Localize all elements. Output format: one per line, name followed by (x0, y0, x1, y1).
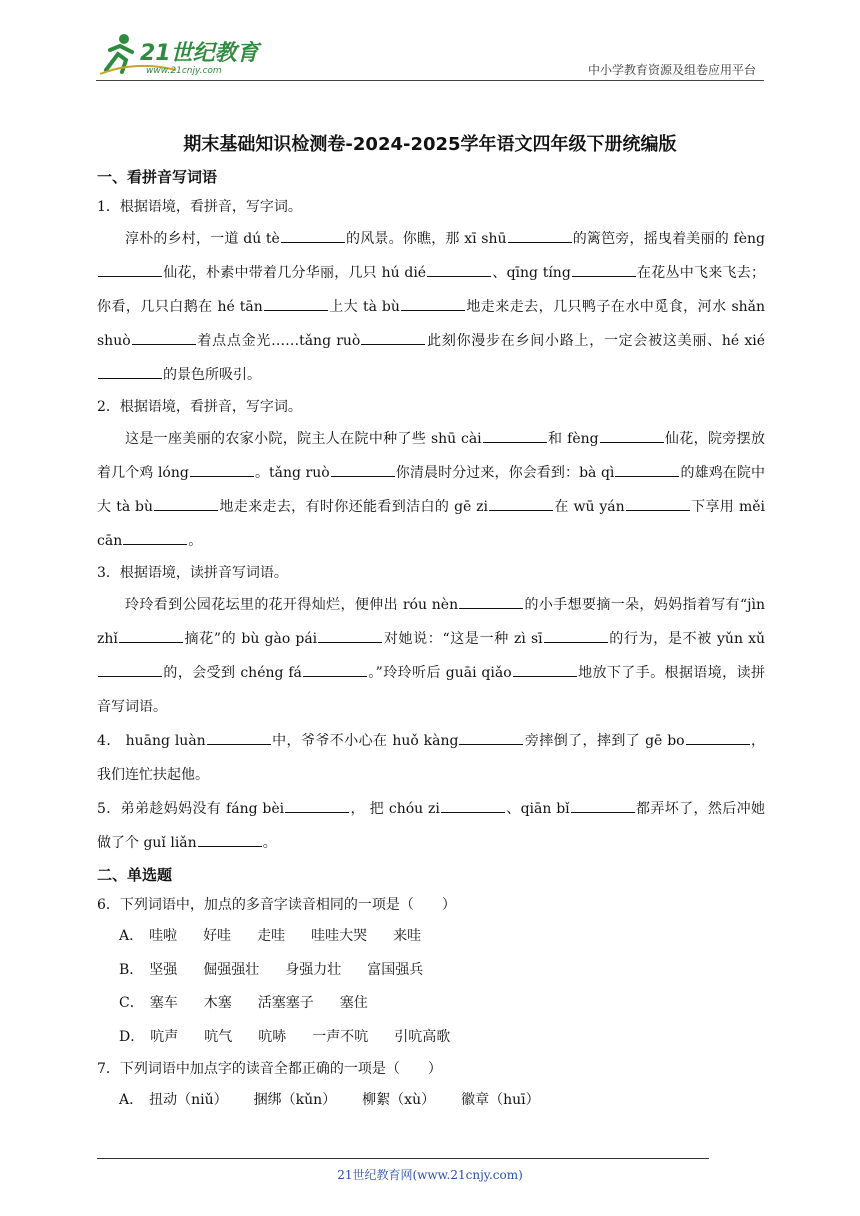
footer-link[interactable]: 21世纪教育网(www.21cnjy.com) (337, 1168, 523, 1182)
answer-blank[interactable] (264, 298, 328, 311)
footer-divider (97, 1158, 709, 1159)
answer-blank[interactable] (427, 264, 491, 277)
question-5: 5．弟弟趁妈妈没有 fáng bèi ， 把 chóu zi 、qiān bǐ 都弄坏了，然后冲她做了个 guǐ liǎn 。 (97, 801, 766, 851)
answer-blank[interactable] (489, 498, 553, 511)
question-6-stem: 6．下列词语中，加点的多音字读音相同的一项是（ ） (97, 897, 456, 913)
question-4: 4． huāng luàn 中，爷爷不小心在 huǒ kàng 旁摔倒了，摔到了 gē bo ，我们连忙扶起他。 (97, 733, 766, 783)
answer-blank[interactable] (513, 664, 577, 677)
question-2-stem: 2．根据语境，看拼音，写字词。 (97, 399, 302, 415)
answer-blank[interactable] (98, 264, 162, 277)
option-c[interactable]: C． 塞车 木塞 活塞塞子 塞住 (119, 995, 368, 1012)
answer-blank[interactable] (154, 498, 218, 511)
answer-blank[interactable] (459, 732, 523, 745)
answer-blank[interactable] (281, 230, 345, 243)
answer-blank[interactable] (119, 630, 183, 643)
section-heading-1: 一、看拼音写词语 (97, 168, 218, 186)
answer-blank[interactable] (508, 230, 572, 243)
logo-text: 21世纪教育 (140, 41, 259, 66)
page-header (96, 30, 764, 80)
question-1-passage: 淳朴的乡村，一道 dú tè 的风景。你瞧，那 xī shū 的篱笆旁，摇曳着美丽的 fèng仙花，朴素中带着几分华丽，几只 hú dié 、qīng tíng 在花丛中飞来飞去；你看，几只白鹅在 hé tān 上大 tà bù 地走来走去，几只鸭子在水中觅食，河水 shǎn shuò 着点点金光……tǎng ruò 此刻你漫步在乡间小路上，一定会被这美丽、hé xié的景色所吸引。 (97, 231, 766, 383)
option-b[interactable]: B． 坚强 倔强强壮 身强力壮 富国强兵 (119, 961, 424, 978)
answer-blank[interactable] (331, 464, 395, 477)
answer-blank[interactable] (686, 732, 750, 745)
answer-blank[interactable] (459, 596, 523, 609)
answer-blank[interactable] (318, 630, 382, 643)
answer-blank[interactable] (401, 298, 465, 311)
site-logo (96, 30, 266, 76)
answer-blank[interactable] (198, 834, 262, 847)
question-7-stem: 7．下列词语中加点字的读音全都正确的一项是（ ） (97, 1061, 442, 1078)
logo-url: www.21cnjy.com (146, 66, 222, 76)
answer-blank[interactable] (190, 464, 254, 477)
option-a[interactable]: A． 哇啦 好哇 走哇 哇哇大哭 来哇 (119, 928, 422, 944)
answer-blank[interactable] (483, 430, 547, 443)
answer-blank[interactable] (626, 498, 690, 511)
option-d[interactable]: D． 吭声 吭气 吭哧 一声不吭 引吭高歌 (119, 1028, 451, 1045)
question-1-stem: 1．根据语境，看拼音，写字词。 (97, 199, 302, 215)
answer-blank[interactable] (123, 532, 187, 545)
answer-blank[interactable] (441, 800, 505, 813)
section-heading-2: 二、单选题 (97, 866, 173, 884)
page-title: 期末基础知识检测卷-2024-2025学年语文四年级下册统编版 (183, 134, 677, 155)
answer-blank[interactable] (361, 332, 425, 345)
answer-blank[interactable] (98, 366, 162, 379)
question-2-passage: 这是一座美丽的农家小院，院主人在院中种了些 shū cài 和 fèng 仙花，院旁摆放着几个鸡 lóng 。tǎng ruò 你清晨时分过来，你会看到：bà qì 的雄鸡在院中大 tà bù 地走来走去，有时你还能看到洁白的 gē zi 在 wū yán 下享用 měi cān 。 (97, 431, 765, 549)
answer-blank[interactable] (544, 630, 608, 643)
answer-blank[interactable] (132, 332, 196, 345)
question-3-stem: 3．根据语境，读拼音写词语。 (97, 565, 288, 581)
header-divider (96, 80, 764, 81)
answer-blank[interactable] (600, 430, 664, 443)
answer-blank[interactable] (572, 264, 636, 277)
answer-blank[interactable] (98, 664, 162, 677)
answer-blank[interactable] (207, 732, 271, 745)
answer-blank[interactable] (615, 464, 679, 477)
platform-label: 中小学教育资源及组卷应用平台 (587, 63, 756, 77)
option-a[interactable]: A． 扭动（niǔ） 捆绑（kǔn） 柳絮（xù） 徽章（huī） (119, 1092, 540, 1109)
answer-blank[interactable] (303, 664, 367, 677)
answer-blank[interactable] (571, 800, 635, 813)
question-3-passage: 玲玲看到公园花坛里的花开得灿烂，便伸出 róu nèn 的小手想要摘一朵，妈妈指着写有“jìn zhǐ 摘花”的 bù gào pái 对她说：“这是一种 zì sī 的行为，是不被 yǔn xǔ的，会受到 chéng fá 。”玲玲听后 guāi qiǎo 地放下了手。根据语境，读拼音写词语。 (97, 597, 766, 715)
exam-content (97, 162, 765, 1118)
answer-blank[interactable] (285, 800, 349, 813)
